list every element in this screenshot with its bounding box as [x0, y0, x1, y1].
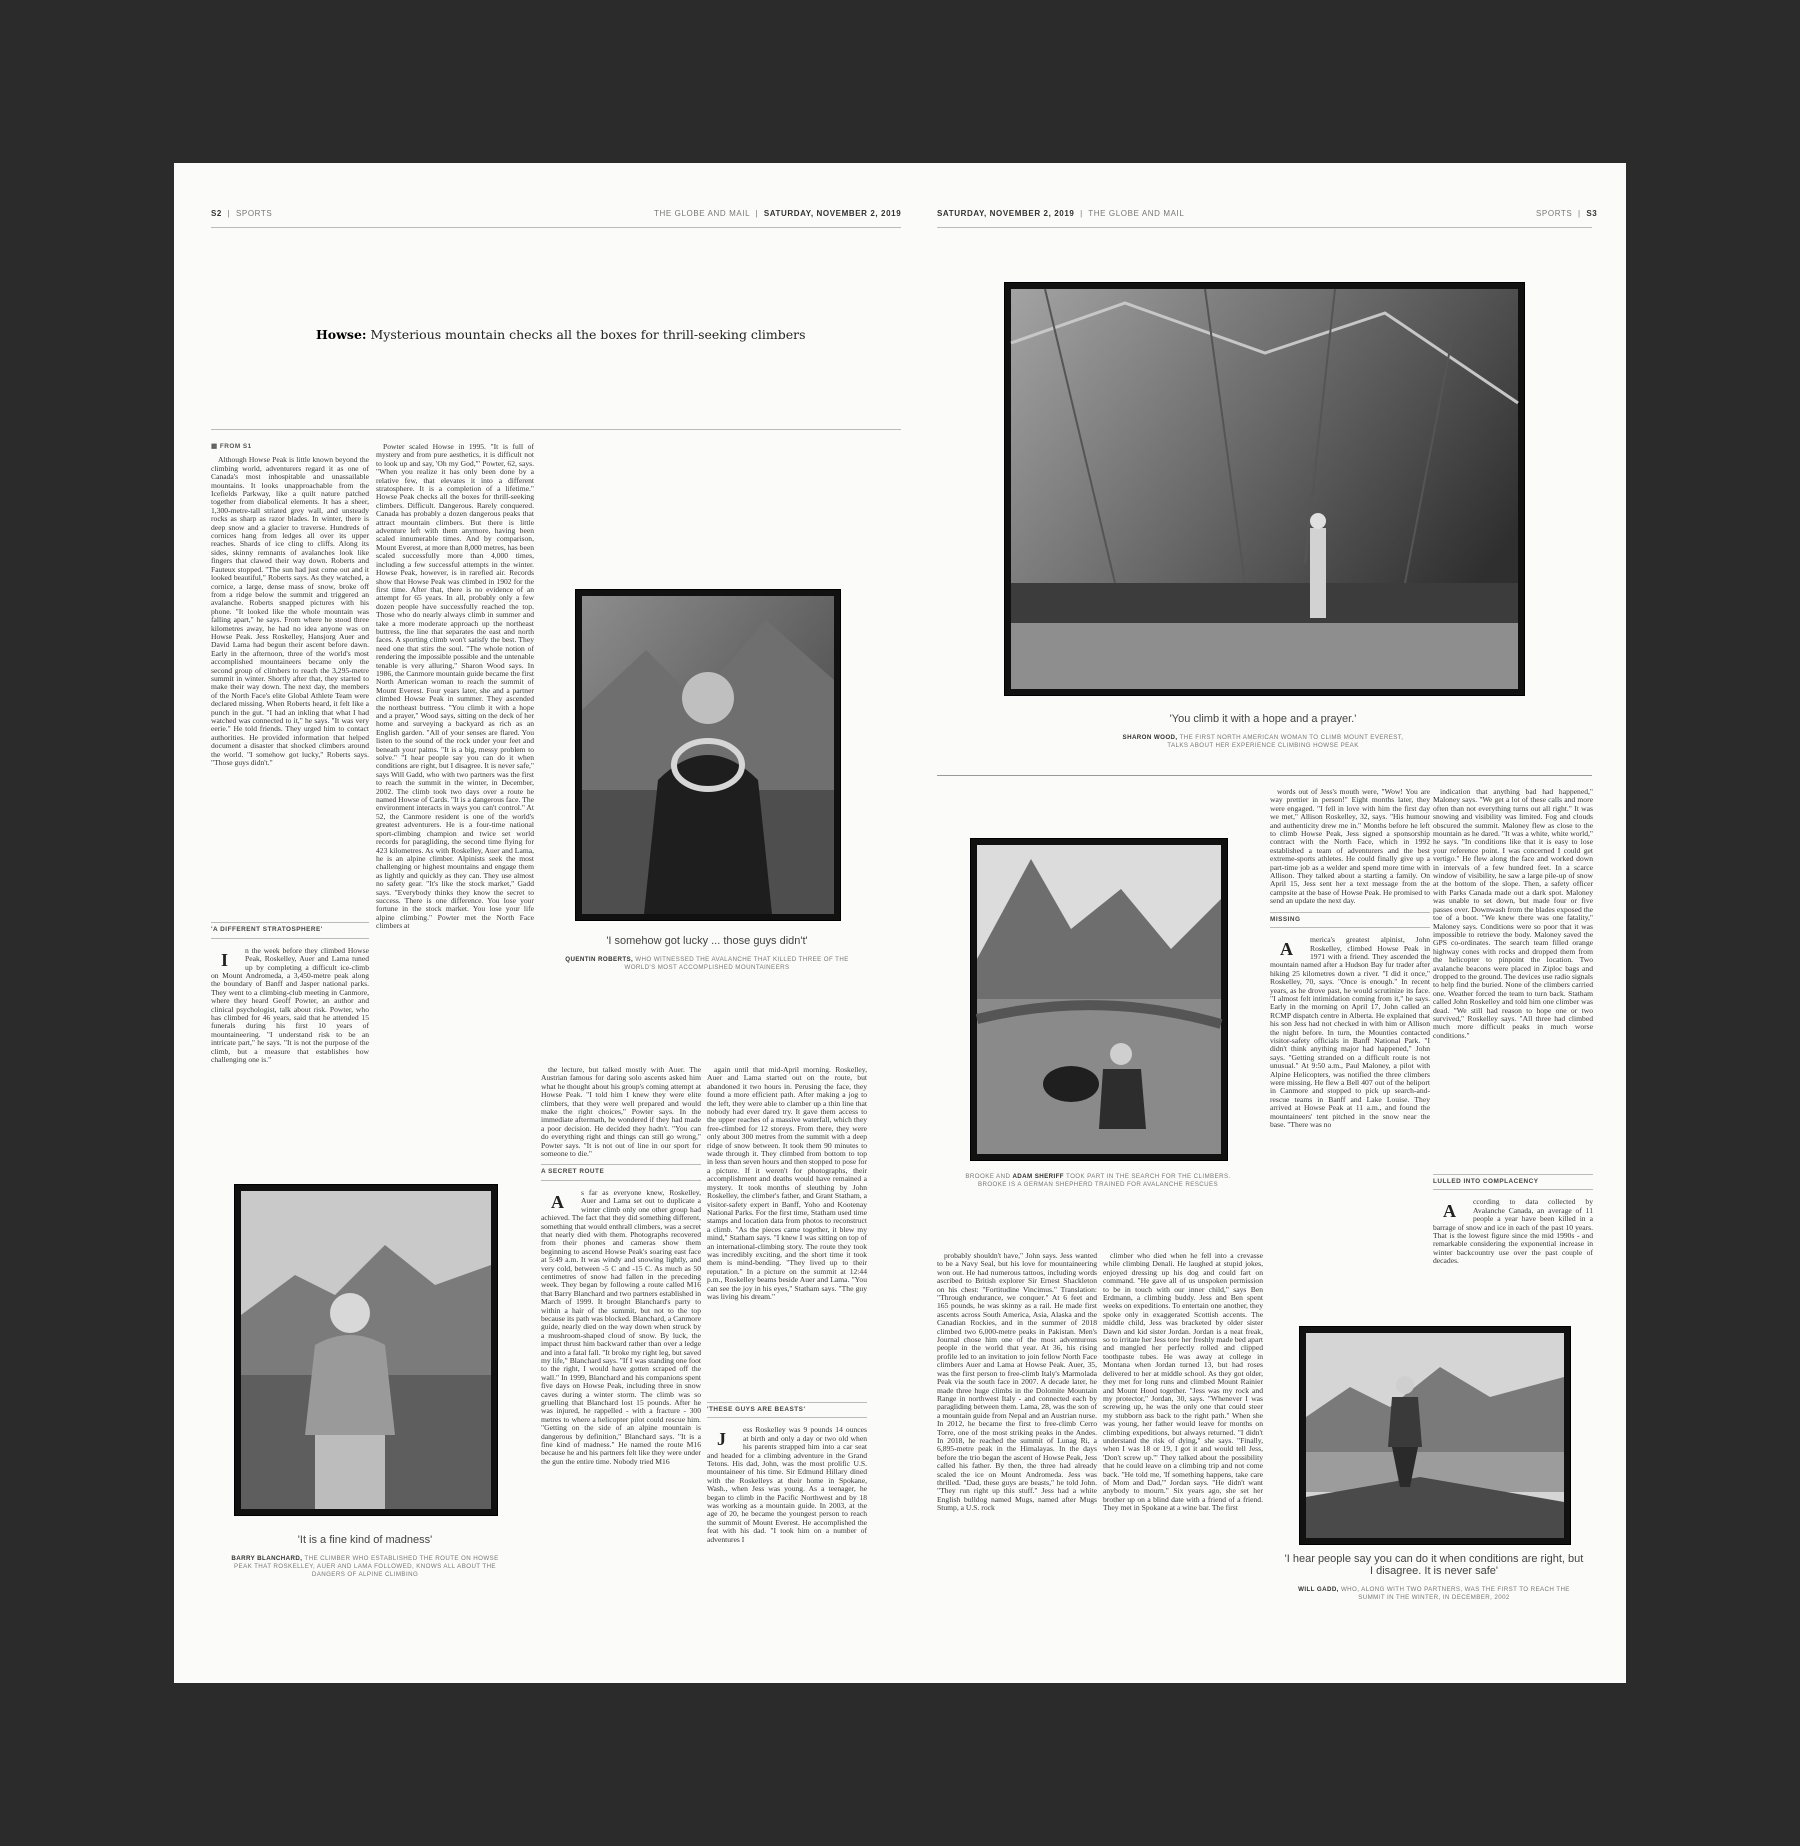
- caption-credit: QUENTIN ROBERTS, WHO WITNESSED THE AVALANCHE THAT KILLED THREE OF THE WORLD'S MOST ACCOMPLISHED MOUNTAINEERS: [565, 956, 849, 971]
- article-column-6: [1103, 1252, 1263, 1632]
- subhead-missing: MISSING: [1270, 912, 1430, 928]
- article-text: words out of Jess's mouth were, "Wow! You are way prettier in person!" Eight months later, they were engaged. "I fell in love with him the first day we met," Allison Roskelley, 32, says. "His humour and authenticity drew me in." Months before he left to climb Howse Peak, Jess signed a sponsorship contract with the North Face, which in 1992 established a team of adventurers and the best extreme-sports athletes. He could finally give up a part-time job as a welder and spend more time with Allison. They talked about a starting a family. On April 15, Jess sent her a text message from the campsite at the base of Howse Peak. He promised to send an update the next day.: [1270, 788, 1430, 906]
- section-label: SPORTS: [1536, 209, 1573, 218]
- article-text: indication that anything bad had happened," Maloney says. "We get a lot of these calls and more often than not everything turns out all right." It was snowing and visibility was limited. Fog and clouds obscured the summit. Maloney flew as close to the mountain as he dared. "It was a white, white world," he says. "In conditions like that it is easy to lose your reference point. I was concerned I could get vertigo." He flew along the face and worked down in intervals of a few hundred feet. In a scarce window of visibility, he saw a large pile-up of snow at the bottom of the slope. Then, a safety officer with Parks Canada made out a dark spot. Maloney was unable to set down, but made four or five passes over. Downwash from the blades exposed the toe of a boot. "We knew there was one fatality," Maloney says. Conditions were so poor that it was impossible to retrieve the body. Maloney saved the GPS co-ordinates. The search team filled orange highway cones with rocks and dropped them from the helicopter to pinpoint the location. Two avalanche beacons were placed in Ziploc bags and dropped to the ground. The devices use radio signals to help find the buried. None of the climbers carried one. Weather forced the team to turn back. Statham called John Roskelley and told him one climber was dead. "We still had reason to hope one or two survived," Roskelley says. "All three had climbed much more difficult peaks in much worse conditions.": [1433, 788, 1593, 1040]
- caption-credit: SHARON WOOD, THE FIRST NORTH AMERICAN WOMAN TO CLIMB MOUNT EVEREST, TALKS ABOUT HER EXPERIENCE CLIMBING HOWSE PEAK: [1122, 734, 1404, 749]
- headline-kicker: Howse:: [316, 327, 367, 342]
- right-masthead: SATURDAY, NOVEMBER 2, 2019 | THE GLOBE AND MAIL: [937, 209, 1185, 218]
- paper-name: THE GLOBE AND MAIL: [1088, 209, 1185, 218]
- pull-quote: 'You climb it with a hope and a prayer.': [1169, 713, 1357, 725]
- photo-quentin-roberts: [575, 589, 841, 921]
- left-masthead: THE GLOBE AND MAIL | SATURDAY, NOVEMBER 2, 2019: [654, 209, 902, 218]
- pull-quote: 'I hear people say you can do it when conditions are right, but I disagree. It is never safe': [1284, 1553, 1584, 1577]
- drop-cap: I: [221, 949, 229, 970]
- article-column-8: [1433, 788, 1593, 1288]
- subhead-lulled: LULLED INTO COMPLACENCY: [1433, 1174, 1593, 1190]
- caption-credit: BARRY BLANCHARD, THE CLIMBER WHO ESTABLISHED THE ROUTE ON HOWSE PEAK THAT ROSKELLEY, AUER AND LAMA FOLLOWED, KNOWS ALL ABOUT THE DANGERS OF ALPINE CLIMBING: [231, 1555, 499, 1578]
- subhead-stratosphere: 'A DIFFERENT STRATOSPHERE': [211, 922, 369, 938]
- searcher-with-dog-image: [971, 839, 1227, 1160]
- climber-landscape-image: [1300, 1327, 1570, 1544]
- article-text: Although Howse Peak is little known beyond the climbing world, adventurers regard it as one of Canada's most inhospitable and unassailable mountains. It looks unapproachable from the Icefields Parkway, like a quilt nature patched together from diabolical elements. It has a sheer, 1,300-metre-tall striated grey wall, and unsteady rocks as sharp as razor blades. In winter, there is deep snow and a glacier to traverse. Hundreds of cornices hang from ledges all over its upper reaches. Shards of ice cling to cliffs. Along its sides, skinny remnants of avalanches look like fingers that clawed their way down. Roberts and Fauteux stopped. "The sun had just come out and it looked beautiful," Roberts says. As they watched, a cornice, a large, dense mass of snow, broke off from a ridge below the summit and triggered an avalanche. Roberts snapped pictures with his phone. "It looked like the whole mountain was falling apart," he says. From where he stood three kilometres away, he had no idea anyone was on Howse Peak. Jess Roskelley, Hansjorg Auer and David Lama had begun their ascent before dawn. Early in the afternoon, three of the world's most accomplished mountaineers became only the second group of climbers to reach the 3,295-metre summit in winter. Shortly after that, they started to make their way down. The next day, the members of the North Face's elite Global Athlete Team were declared missing. When Roberts heard, it felt like a punch in the gut. "I had an inkling that what I had watched was connected to it," he says. "It was very eerie." He told friends. They urged him to contact authorities. He provided information that helped document a disaster that shocked climbers around the world. "I somehow got lucky," Roberts says. "Those guys didn't.": [211, 456, 369, 768]
- newspaper-spread: [174, 163, 1626, 1683]
- left-folio: S2 | SPORTS: [211, 209, 273, 218]
- headline: [316, 327, 856, 342]
- page-number: S2: [211, 209, 222, 218]
- caption-barry: [222, 1534, 508, 1579]
- header-rule: [937, 227, 1592, 228]
- article-text: again until that mid-April morning. Roskelley, Auer and Lama started out on the route, but abandoned it two hours in. Perusing the face, they found a more efficient path. After making a jog to the left, they were able to clamber up a thin line that nobody had ever dared try. It gave them access to the upper reaches of a massive waterfall, which they free-climbed for 12 storeys. From there, they were only about 300 metres from the summit with a deep ridge of snow between. It took them 90 minutes to wade through it. They climbed from bottom to top in less than seven hours and then stopped to pose for a picture. If it weren't for photographs, their accomplishment and deaths would have remained a mystery. It took months of sleuthing by John Roskelley, the climber's father, and Grant Statham, a visitor-safety expert in Banff, Yoho and Kootenay National Parks. For the first time, Statham used time stamps and location data from photos to reconstruct a climb. "As the pieces came together, it blew my mind," Statham says. "I knew I was sitting on top of an international-climbing story. The route they took was incredibly exciting, and the short time it took them is mind-bending. "They lived up to their reputation." In a picture on the summit at 12:44 p.m., Roskelley beams beside Auer and Lama. "You can see the joy in his eyes," Statham says. "The guy was living his dream.": [707, 1066, 867, 1301]
- article-column-5: [937, 1252, 1097, 1632]
- drop-cap: A: [551, 1191, 564, 1212]
- drop-cap: J: [717, 1429, 726, 1450]
- article-column-2: [376, 443, 534, 1133]
- issue-date: SATURDAY, NOVEMBER 2, 2019: [763, 209, 902, 218]
- article-text: s far as everyone knew, Roskelley, Auer and Lama set out to duplicate a winter climb only one other group had achieved. The fact that they did something different, something that would enthrall climbers, was a secret that nearly died with them. Photographs recovered from their phones and cameras show them beginning to ascend Howse Peak's soaring east face at 5:49 a.m. It was windy and snowing lightly, and very cold, between -5 C and -15 C. As much as 50 centimetres of snow had fallen in the preceding week. They began by following a route called M16 that Barry Blanchard and two partners established in March of 1999. It brought Blanchard's party to within a hair of the summit, but not to the top because its path was blocked. Blanchard, a Canmore guide, nearly died on the way down when struck by a mushroom-shaped cloud of snow. By luck, the impact thrust him backward rather than over a ledge and into a fatal fall. "It broke my right leg, but saved my life," Blanchard says. "If I was standing one foot to the right, I would have gotten scraped off the wall." In 1999, Blanchard and his companions spent five days on Howse Peak, including three in snow caves during a winter storm. The climb was so gruelling that Blanchard lost 15 pounds. After he was injured, he rappelled - with a fracture - 300 metres to where a helicopter pilot could rescue him. "Getting on the side of an alpine mountain is dangerous by definition," Blanchard says. "It is a fine kind of madness." He named the route M16 because he and his partners felt like they were under the gun the entire time. Nobody tried M16: [541, 1187, 701, 1466]
- photo-sharon-wood: [1004, 282, 1525, 696]
- article-text: the lecture, but talked mostly with Auer. The Austrian famous for daring solo ascents asked him what he thought about his group's coming attempt at Howse Peak. "I told him I knew they were elite climbers, that they were well prepared and would make the right choices," Powter says. In the immediate aftermath, he wondered if they had made a poor decision. He decided they hadn't. "You can do everything right and things can still go wrong," Powter says. "It is not out of line in our sport for someone to die.": [541, 1066, 701, 1159]
- article-column-1: [211, 443, 369, 1133]
- article-column-4: [707, 1066, 867, 1626]
- headline-rule: [211, 429, 901, 430]
- photo-barry-blanchard: [234, 1184, 498, 1516]
- caption-adam: [960, 1173, 1236, 1189]
- paper-name: THE GLOBE AND MAIL: [654, 209, 750, 218]
- right-folio: SPORTS | S3: [1536, 209, 1598, 218]
- caption-credit: BROOKE AND ADAM SHERIFF TOOK PART IN THE SEARCH FOR THE CLIMBERS. BROOKE IS A GERMAN SHEPHERD TRAINED FOR AVALANCHE RESCUES: [965, 1173, 1231, 1188]
- section-label: SPORTS: [235, 209, 273, 218]
- subhead-secret-route: A SECRET ROUTE: [541, 1164, 701, 1180]
- page-number: S3: [1586, 209, 1598, 218]
- jump-line: ▦ FROM S1: [211, 443, 252, 450]
- article-text: ccording to data collected by Avalanche Canada, an average of 11 people a year have been killed in a barrage of snow and ice in each of the past 10 years. That is the lowest figure since the mid 1990s - and remarkable considering the exponential increase in winter backcountry use over the past couple of decades.: [1433, 1197, 1593, 1266]
- drop-cap: A: [1443, 1201, 1456, 1222]
- caption-quentin: [554, 935, 860, 972]
- article-column-3: [541, 1066, 701, 1626]
- section-rule: [937, 775, 1592, 776]
- subhead-beasts: 'THESE GUYS ARE BEASTS': [707, 1402, 867, 1418]
- photo-will-gadd: [1299, 1326, 1571, 1545]
- article-text: probably shouldn't have," John says. Jess wanted to be a Navy Seal, but his love for mountaineering won out. He had numerous tattoos, including words ascribed to British explorer Sir Ernest Shackleton on his chest: "Fortitudine Vincimus." Translation: "Through endurance, we conquer." At 6 feet and 165 pounds, he was skinny as a rail. He made first ascents across South America, Asia, Alaska and the Canadian Rockies, and in the summer of 2018 climbed two 6,000-metre peaks in Pakistan. Men's Journal chose him one of the most adventurous people in the world that year. At 36, his rising profile led to an invitation to join fellow North Face climbers Auer and Lama at Howse Peak. Auer, 35, was the first person to free-climb Italy's Marmolada Peak via the south face in 2007. A decade later, he made three huge climbs in the Dolomite Mountain Range in northwest Italy - and connected each by paragliding between them. Lama, 28, was the son of a mountain guide from Nepal and an Austrian nurse. In 2012, he became the first to free-climb Cerro Torre, one of the most striking peaks in the Andes. In 2018, he reached the summit of Lunag Ri, a 6,895-metre peak in the Himalayas. In the days before the trio began the ascent of Howse Peak, Jess called his father. By then, the three had already scaled the ice on Mount Andromeda. Jess was thrilled. "Dad, these guys are beasts," he told John. "They run right up this stuff." Jess had a white English bulldog named Mugs, named after Mugs Stump, a U.S. rock: [937, 1252, 1097, 1513]
- photo-adam-sheriff: [970, 838, 1228, 1161]
- header-rule: [211, 227, 901, 228]
- article-text: ess Roskelley was 9 pounds 14 ounces at birth and only a day or two old when his parents strapped him into a car seat and headed for a climbing adventure in the Grand Tetons. His dad, John, was the most prolific U.S. mountaineer of his time. Sir Edmund Hillary dined with the Roskelleys at their home in Spokane, Wash., when Jess was young. As a teenager, he began to climb in the Pacific Northwest and by 18 was working as a mountain guide. In 2003, at the age of 20, he became the youngest person to reach the summit of Mount Everest. He accomplished the feat with his dad. "I took him on a number of adventures I: [707, 1425, 867, 1544]
- pull-quote: 'I somehow got lucky ... those guys didn't': [606, 935, 808, 947]
- rock-wall-image: [1005, 283, 1524, 695]
- article-text: climber who died when he fell into a crevasse while climbing Denali. He laughed at stupid jokes, enjoyed dressing up his dog and could fart on command. "He gave all of us unspoken permission to be in touch with our inner child," says Ben Erdmann, a climbing buddy. Jess and Ben spent weeks on expeditions. To entertain one another, they spoke only in exaggerated Scottish accents. The middle child, Jess was bracketed by older sister Dawn and kid sister Jordan. Jordan is a neat freak, so to irritate her Jess tore her freshly made bed apart and mangled her perfectly rolled and clipped toothpaste tubes. He was away at college in Montana when Jordan turned 13, but had roses delivered to her at middle school. As they got older, they met for long runs and climbed Mount Rainier and Mount Hood together. "Jess was my rock and my protector," Jordan, 30, says. "Whenever I was screwing up, he was the only one that could steer my stubborn ass back to the right path." When she was young, her father would leave for months on climbing expeditions, but always returned. "I didn't understand the risk of dying," she says. "Finally, when I was 18 or 19, I got it and would tell Jess, 'Don't screw up.'" They talked about the possibility that he could leave on a climbing trip and not come back. "He told me, 'If something happens, take care of Mom and Dad,'" Jordan says. "He didn't want anybody to mourn." Six years ago, she set her brother up on a blind date with a friend of a friend. They met in Spokane at a wine bar. The first: [1103, 1252, 1263, 1513]
- headline-text: Mysterious mountain checks all the boxes for thrill-seeking climbers: [370, 327, 806, 342]
- article-text: n the week before they climbed Howse Peak, Roskelley, Auer and Lama tuned up by completing a difficult ice-climb on Mount Andromeda, a 3,450-metre peak along the boundary of Banff and Jasper national parks. They went to a climbing-club meeting in Canmore, where they heard Geoff Powter, an author and clinical psychologist, talk about risk. Powter, who has climbed for 46 years, said that he attended 15 funerals during his first 10 years of mountaineering. "I understand risk to be an intricate part," he says. "It is not the purpose of the climb, but a measure that establishes how challenging one is.": [211, 945, 369, 1065]
- drop-cap: A: [1280, 939, 1293, 960]
- caption-will: [1284, 1553, 1584, 1602]
- article-text: Powter scaled Howse in 1995. "It is full of mystery and from pure aesthetics, it is difficult not to look up and say, 'Oh my God,'" Powter, 62, says. "When you realize it has only been done by a relative few, that elevates it into a different stratosphere. It is a completion of a lifetime." Howse Peak checks all the boxes for thrill-seeking climbers. Difficult. Dangerous. Rarely conquered. Canada has probably a dozen dangerous peaks that attract mountain climbers. But there is little adventure left with them anymore, having been scaled innumerable times. And by comparison, Mount Everest, at more than 8,000 metres, has been scaled successfully more than 4,000 times, including a few successful attempts in the winter. Howse Peak, however, is in rarefied air. Records show that Howse Peak was climbed in 1902 for the first time. After that, there is no evidence of an attempt for 65 years. In all, probably only a few dozen people have successfully reached the top. Those who do nearly always climb in summer and take a more moderate approach up the northeast buttress, the line that separates the east and north faces. A sporting climb won't satisfy the best. They need one that stirs the soul. "The whole notion of rendering the impossible possible and the untenable tenable is very alluring," Sharon Wood says. In 1986, the Canmore mountain guide became the first North American woman to reach the summit of Mount Everest. Four years later, she and a partner climbed Howse Peak in summer. They ascended the northeast buttress. "You climb it with a hope and a prayer," Wood says, sitting on the deck of her home and surveying a backyard as rich as an English garden. "All of your senses are flared. You listen to the sound of the rock under your feet and beneath your palms. "It is a big, messy problem to solve." "I hear people say you can do it when conditions are right, but I disagree. It is never safe," says Will Gadd, who with two partners was the first to reach the summit in the winter, in December, 2002. The climb took two days over a route he named Howse of Cards. "It is a dangerous face. The environment interacts in ways you can't control." At 52, the Canmore resident is one of the world's greatest adventurers. He is a four-time national sport-climbing champion and twice set world records for paragliding, the second time flying for 423 kilometres. As with Roskelley, Auer and Lama, he is an alpine climber. Alpinists seek the most challenging or highest mountains and engage them as lightly and quickly as they can. They use almost no safety gear. "It's like the stock market," Gadd says. "Everybody thinks they know the secret to success. There is one difference. You lose your fortune in the stock market. You lose your life alpine climbing." Powter met the North Face climbers at: [376, 443, 534, 931]
- caption-credit: WILL GADD, WHO, ALONG WITH TWO PARTNERS, WAS THE FIRST TO REACH THE SUMMIT IN THE WINTER, IN DECEMBER, 2002: [1298, 1586, 1570, 1601]
- article-text: merica's greatest alpinist, John Roskelley, climbed Howse Peak in 1971 with a friend. They ascended the mountain named after a Hudson Bay fur trader after hiking 25 kilometres down a river. "I did it once," Roskelley, 70, says. "Once is enough." In recent years, as he drove past, he would scrutinize its face. "I almost felt intimidation coming from it," he says. Early in the morning on April 17, John called an RCMP dispatch centre in Alberta. He explained that his son Jess had not checked in with him or Allison the night before. In turn, the Mounties contacted visitor-safety officials in Banff National Park. "I didn't think anything major had happened," John says. "Getting stranded on a difficult route is not unusual." At 9:50 a.m., Paul Maloney, a pilot with Alpine Helicopters, was notified the three climbers were missing. He flew a Bell 407 out of the heliport in Canmore and stopped to pick up search-and-rescue teams in Banff and Lake Louise. They arrived at Howse Peak at 11 a.m., and found the mountaineers' tent pitched in the snow near the base. "There was no: [1270, 935, 1430, 1130]
- caption-sharon: [1122, 713, 1404, 750]
- climber-portrait-image: [576, 590, 840, 920]
- pull-quote: 'It is a fine kind of madness': [297, 1534, 433, 1546]
- issue-date: SATURDAY, NOVEMBER 2, 2019: [937, 209, 1075, 218]
- climber-portrait-image: [235, 1185, 497, 1515]
